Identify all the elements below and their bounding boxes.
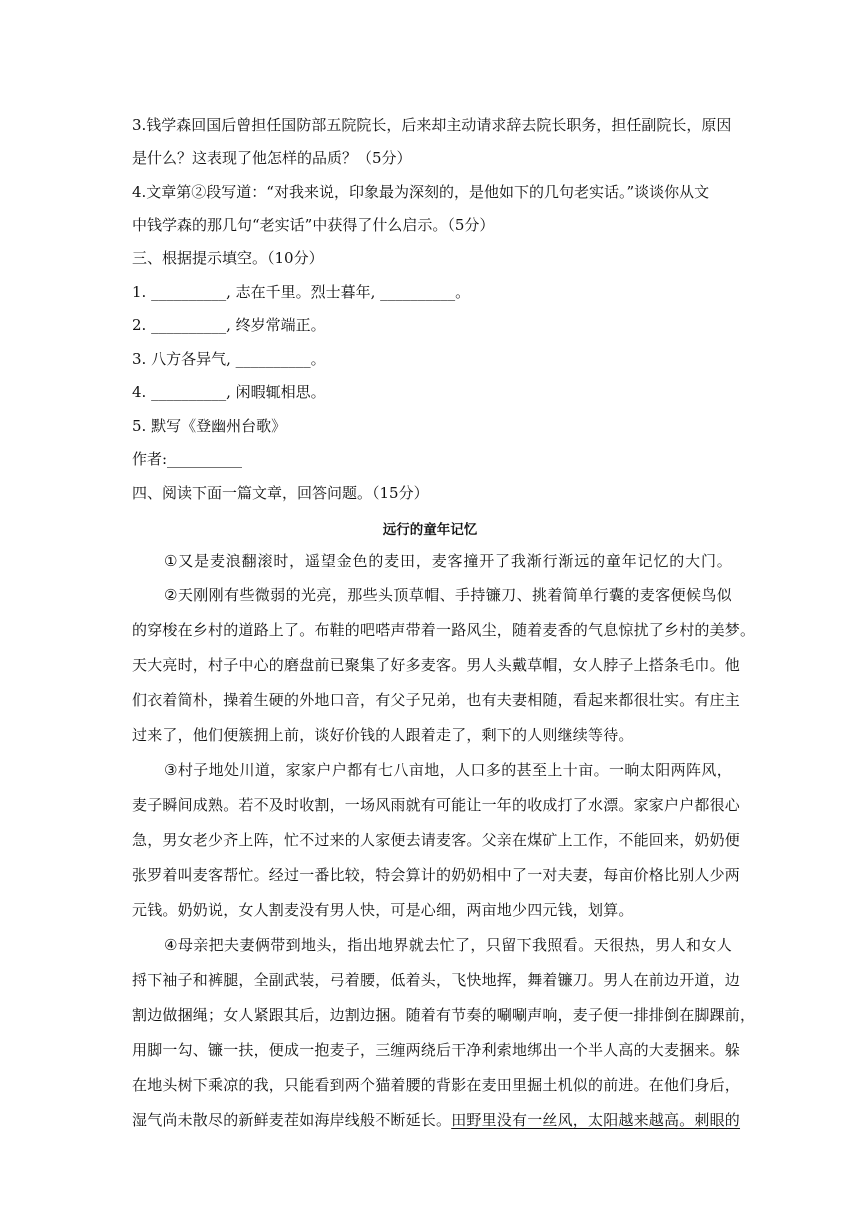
- article-line: 天大亮时，村子中心的磨盘前已聚集了好多麦客。男人头戴草帽，女人脖子上搭条毛巾。他: [132, 656, 741, 674]
- fill-blank-item-1: 1. __________, 志在千里。烈士暮年, __________。: [132, 283, 471, 301]
- article-line: 元钱。奶奶说，女人割麦没有男人快，可是心细，两亩地少四元钱，划算。: [132, 901, 634, 919]
- article-line: ②天刚刚有些微弱的光亮，那些头顶草帽、手持镰刀、挑着简单行囊的麦客便候鸟似: [164, 586, 732, 604]
- question-4-line-1: 4.文章第②段写道：“对我来说，印象最为深刻的，是他如下的几句老实话。”谈谈你从文: [132, 183, 710, 201]
- article-line: 急，男女老少齐上阵，忙不过来的人家便去请麦客。父亲在煤矿上工作，不能回来，奶奶便: [132, 831, 741, 849]
- article-line: 过来了，他们便簇拥上前，谈好价钱的人跟着走了，剩下的人则继续等待。: [132, 726, 634, 744]
- question-4-line-2: 中钱学森的那几句“老实话”中获得了什么启示。（5分）: [132, 216, 495, 234]
- article-line: 捋下袖子和裤腿，全副武装，弓着腰，低着头，飞快地挥，舞着镰刀。男人在前边开道，边: [132, 971, 741, 989]
- article-line: ①又是麦浪翻滚时，遥望金色的麦田，麦客撞开了我渐行渐远的童年记忆的大门。: [164, 552, 732, 570]
- article-line: ④母亲把夫妻俩带到地头，指出地界就去忙了，只留下我照看。天很热，男人和女人: [164, 936, 732, 954]
- author-blank: 作者:__________: [132, 450, 243, 468]
- question-3-line-2: 是什么？这表现了他怎样的品质？（5分）: [132, 149, 412, 167]
- fill-blank-item-5: 5. 默写《登幽州台歌》: [132, 417, 287, 435]
- fill-blank-item-4: 4. __________, 闲暇辄相思。: [132, 383, 326, 401]
- question-3-line-1: 3.钱学森回国后曾担任国防部五院院长，后来却主动请求辞去院长职务，担任副院长，原因: [132, 116, 732, 134]
- article-line: 用脚一勾、镰一扶，便成一抱麦子，三缠两绕后干净利索地绑出一个半人高的大麦捆来。躲: [132, 1041, 741, 1059]
- article-title: 远行的童年记忆: [382, 522, 478, 538]
- article-line: 们衣着简朴，操着生硬的外地口音，有父子兄弟，也有夫妻相随，看起来都很壮实。有庄主: [132, 691, 741, 709]
- underlined-sentence: 田野里没有一丝风，太阳越来越高。刺眼的: [451, 1111, 741, 1129]
- article-line-text: 湿气尚未散尽的新鲜麦茬如海岸线般不断延长。: [132, 1111, 452, 1129]
- article-line: 麦子瞬间成熟。若不及时收割，一场风雨就有可能让一年的收成打了水漂。家家户户都很心: [132, 796, 741, 814]
- fill-blank-item-2: 2. __________, 终岁常端正。: [132, 316, 326, 334]
- article-line: 割边做捆绳；女人紧跟其后，边割边捆。随着有节奏的唰唰声响，麦子便一排排倒在脚踝前，: [132, 1006, 756, 1024]
- article-line-final: [132, 1110, 741, 1130]
- article-line: ③村子地处川道，家家户户都有七八亩地，人口多的甚至上十亩。一晌太阳两阵风，: [164, 761, 732, 779]
- section-3-heading: 三、根据提示填空。（10分）: [132, 249, 324, 267]
- article-line: 的穿梭在乡村的道路上了。布鞋的吧嗒声带着一路风尘，随着麦香的气息惊扰了乡村的美梦。: [132, 621, 756, 639]
- section-4-heading: 四、阅读下面一篇文章，回答问题。（15分）: [132, 484, 429, 502]
- fill-blank-item-3: 3. 八方各异气, __________。: [132, 350, 326, 368]
- article-line: 在地头树下乘凉的我，只能看到两个猫着腰的背影在麦田里掘土机似的前进。在他们身后，: [132, 1076, 741, 1094]
- article-line: 张罗着叫麦客帮忙。经过一番比较，特会算计的奶奶相中了一对夫妻，每亩价格比别人少两: [132, 866, 741, 884]
